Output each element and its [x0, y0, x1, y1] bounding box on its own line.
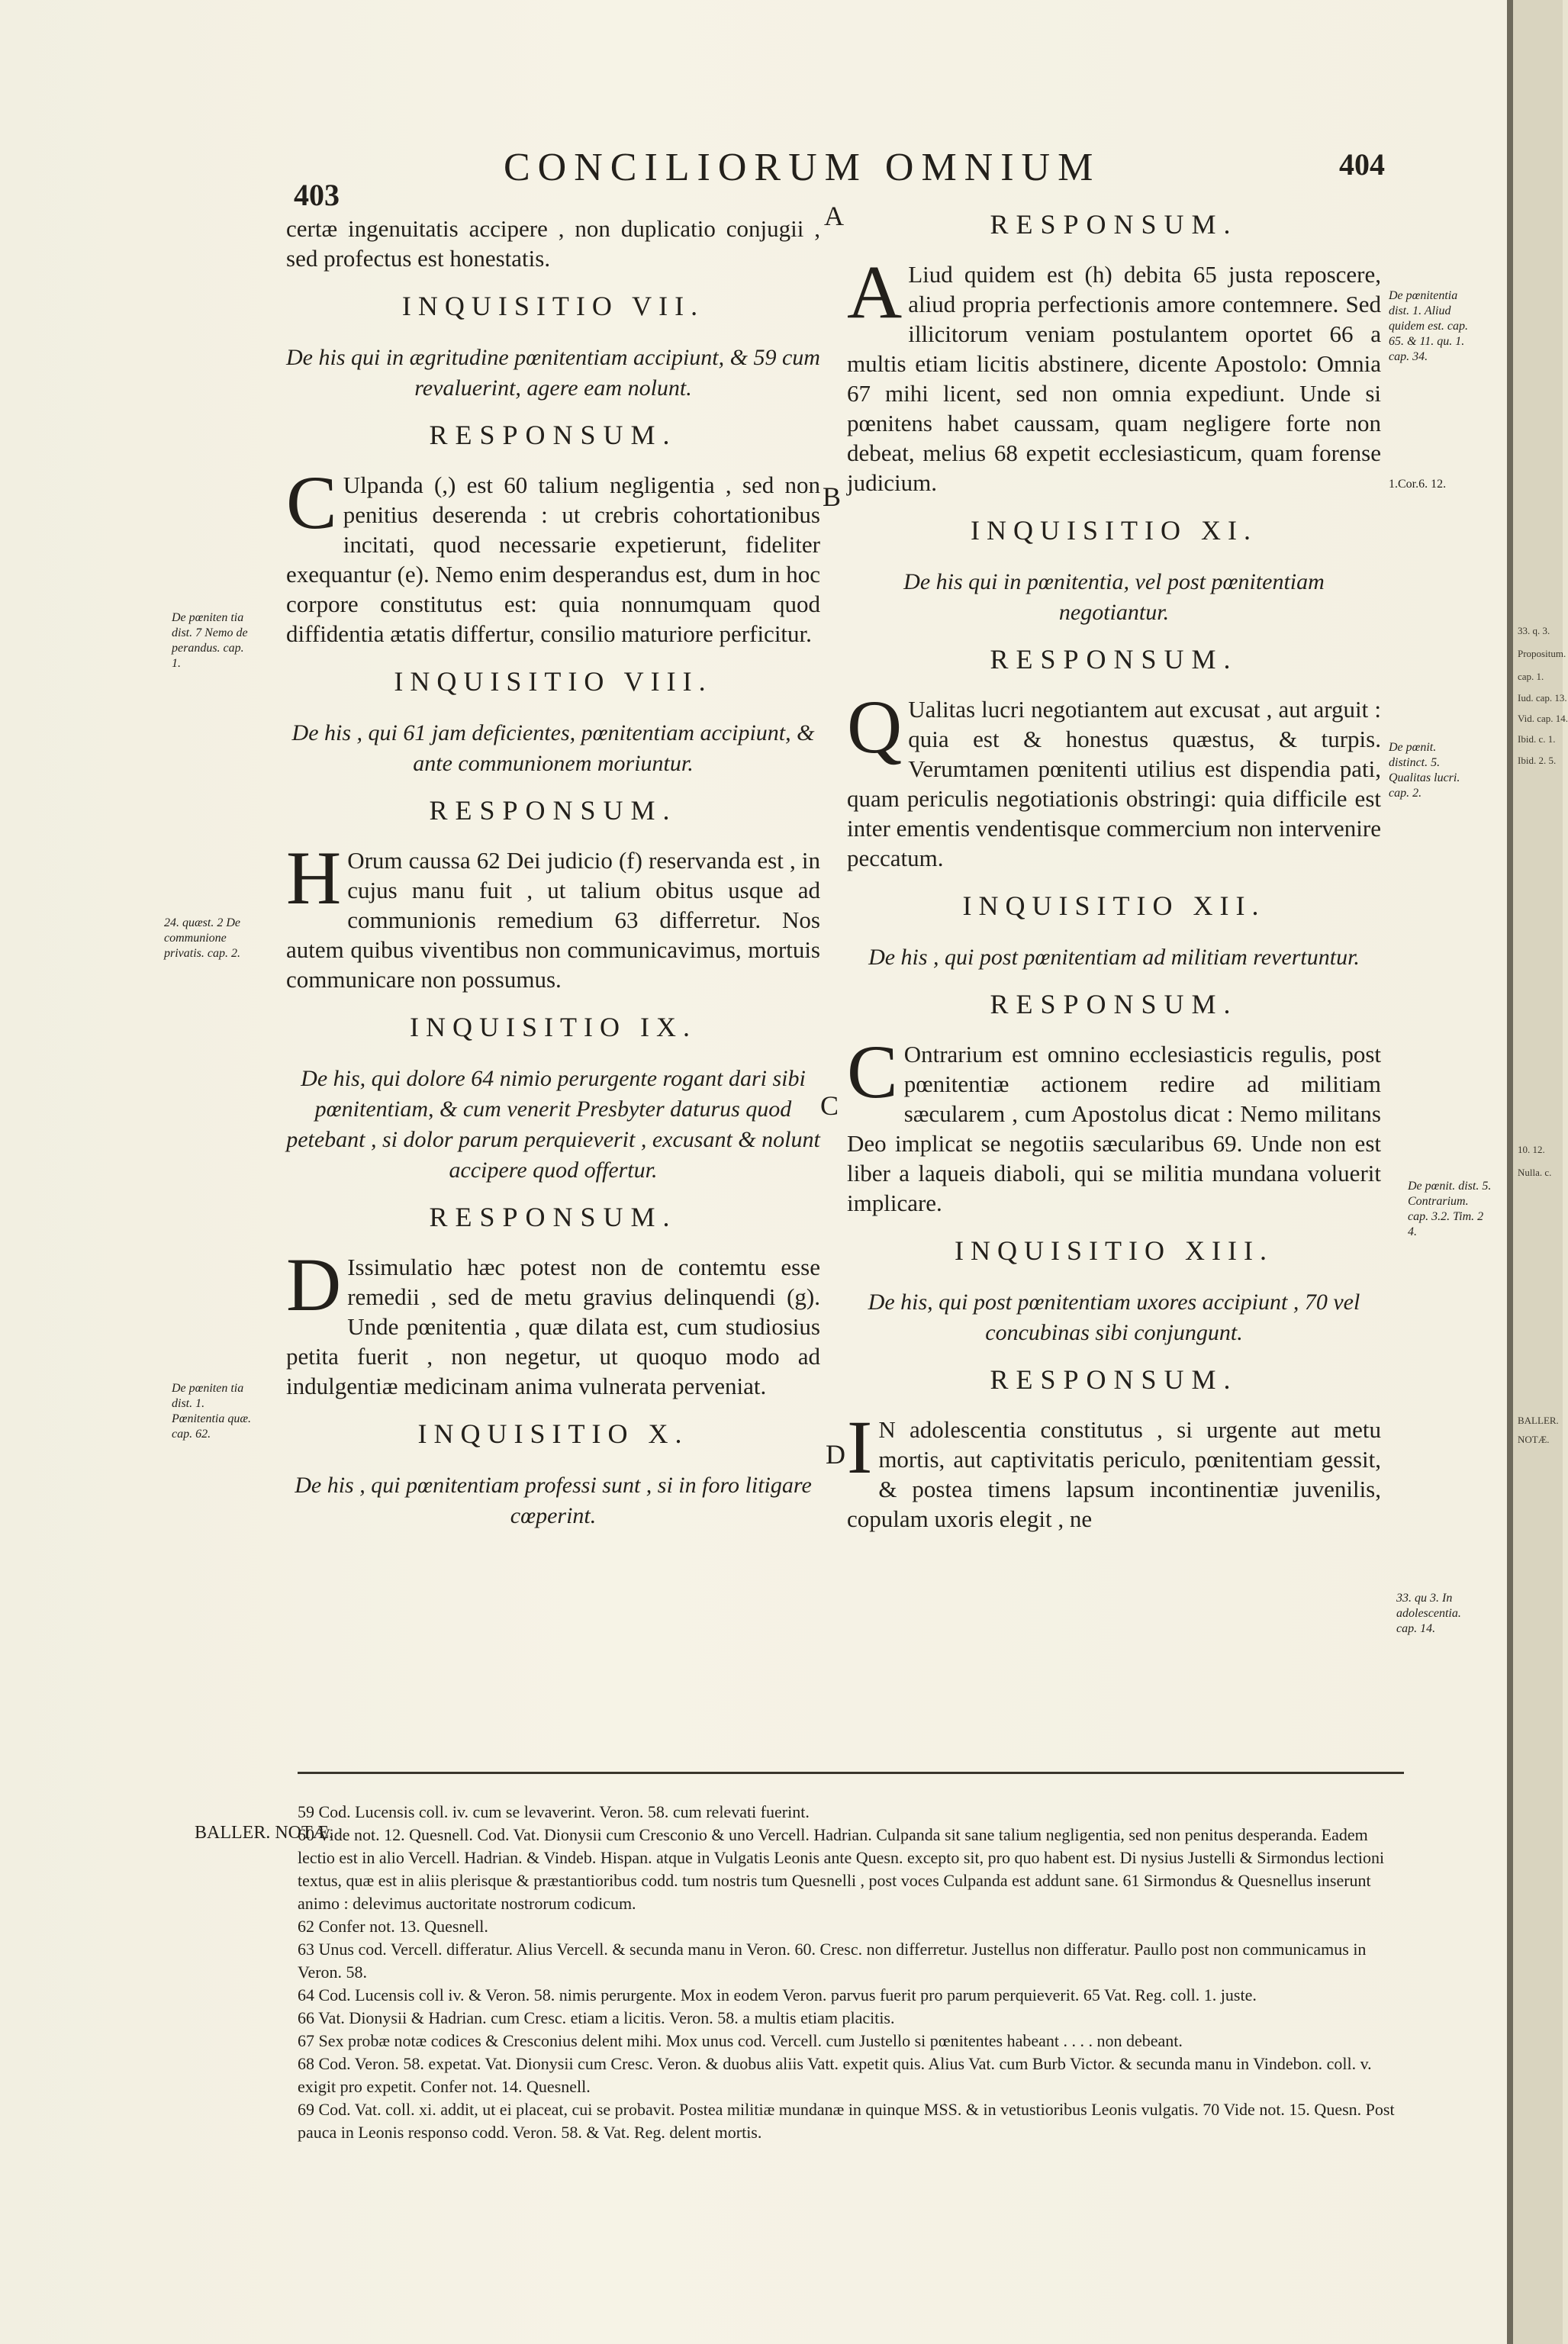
inquisitio-13-heading: INQUISITIO XIII.: [955, 1235, 1273, 1266]
running-title: CONCILIORUM OMNIUM: [504, 146, 1101, 189]
responsum-10-heading: RESPONSUM.: [990, 209, 1238, 240]
section-mark-b: B: [823, 481, 842, 512]
page-number-left: 403: [294, 178, 340, 212]
responsum-9-heading: RESPONSUM.: [429, 1202, 678, 1232]
footnotes: [298, 1801, 1404, 2144]
margin-note-right-3: De pœnit. distinct. 5. Qualitas lucri. cap. 2.: [1389, 741, 1460, 800]
edge-note: 10. 12.: [1518, 1144, 1545, 1155]
edge-note: Nulla. c.: [1518, 1167, 1552, 1178]
responsum-12-text: C Ontrarium est omnino ecclesiasticis regulis, post pœnitentiæ actionem redire ad militiam sæcularem , cum Apostolus dicat : Nemo militans Deo implicat se negotiis sæcularibus 69. Unde non est liber a laqueis diaboli, qui se militia mundana voluerit implicare.: [847, 1029, 1381, 1216]
inquisitio-13-rubric: De his, qui post pœnitentiam uxores accipiunt , 70 vel concubinas sibi conjungunt.: [868, 1290, 1360, 1345]
responsum-10-text: A Liud quidem est (h) debita 65 justa reposcere, aliud propria perfectionis amore contemnere. Sed illicitorum veniam postulantem oportet 66 a multis etiam licitis abstinere, dicente Apostolo: Omnia 67 mihi licent, sed non omnia expediunt. Unde si pœnitens habet caussam, quam negligere forte non debeat, melius 68 expetit ecclesiasticum, quam forense judicium.: [847, 250, 1381, 496]
responsum-12-heading: RESPONSUM.: [990, 989, 1238, 1019]
responsum-7-heading: RESPONSUM.: [429, 420, 678, 450]
drop-cap: D: [286, 1242, 342, 1327]
intro-text: certæ ingenuitatis accipere , non duplicatio conjugii , sed profectus est honestatis.: [286, 215, 820, 272]
footnote: 64 Cod. Lucensis coll iv. & Veron. 58. nimis perurgente. Mox in eodem Veron. parvus fuerit pro parum perquieverit. 65 Vat. Reg. coll. 1. juste.: [298, 1985, 1257, 2004]
right-column: [847, 210, 1381, 1534]
responsum-8-text: H Orum caussa 62 Dei judicio (f) reservanda est , in cujus manu fuit , ut talium obitus usque ad communionis remedium 63 differretur. Nos autem quibus viventibus non communicavimus, mortuis communicare non possumus.: [286, 836, 820, 993]
page-number-right: 404: [1339, 147, 1385, 182]
edge-note: Vid. cap. 14.: [1518, 713, 1568, 724]
drop-cap: A: [847, 250, 903, 334]
margin-note-right-5: 33. qu 3. In adolescentia. cap. 14.: [1396, 1592, 1461, 1635]
inquisitio-7-heading: INQUISITIO VII.: [401, 291, 705, 321]
inquisitio-11-heading: INQUISITIO XI.: [971, 515, 1257, 546]
inquisitio-11-rubric: De his qui in pœnitentia, vel post pœnitentiam negotiantur.: [903, 569, 1325, 625]
responsum-13-heading: RESPONSUM.: [990, 1364, 1238, 1395]
inquisitio-7-rubric: De his qui in ægritudine pœnitentiam accipiunt, & 59 cum revaluerint, agere eam nolunt.: [286, 345, 820, 401]
edge-note: BALLER.: [1518, 1415, 1559, 1426]
left-column: [286, 214, 820, 1548]
inquisitio-10-heading: INQUISITIO X.: [417, 1418, 689, 1449]
footnote: 68 Cod. Veron. 58. expetat. Vat. Dionysii cum Cresc. Veron. & duobus aliis Vatt. expetit quis. Alius Vat. cum Burb Victor. & secunda manu in Vindebon. coll. v. exigit pro expetit. Confer not. 14. Quesnell.: [298, 2054, 1372, 2096]
inquisitio-12-heading: INQUISITIO XII.: [962, 890, 1266, 921]
section-mark-c: C: [820, 1090, 839, 1121]
footnote: 69 Cod. Vat. coll. xi. addit, ut ei placeat, cui se probavit. Postea militiæ mundanæ in quinque MSS. & in vetustioribus Leonis vulgatis. 70 Vide not. 15. Quesn. Post pauca in Leonis responso codd. Veron. 58. & Vat. Reg. delent mortis.: [298, 2100, 1395, 2142]
margin-note-right-1: De pœnitentia dist. 1. Aliud quidem est. cap. 65. & 11. qu. 1. cap. 34.: [1389, 289, 1468, 363]
margin-note-right-4: De pœnit. dist. 5. Contrarium. cap. 3.2. Tim. 2 4.: [1408, 1180, 1492, 1238]
responsum-8-heading: RESPONSUM.: [429, 795, 678, 826]
responsum-11-text: Q Ualitas lucri negotiantem aut excusat , aut arguit : quia est & honestus quæstus, & turpis. Verumtamen pœnitenti utilius est dispendia pati, quam periculis negotiationis obstringi: quia difficile est inter ementis vendentisque commercium non intervenire peccatum.: [847, 684, 1381, 871]
responsum-13-text: I N adolescentia constitutus , si urgente aut metu mortis, aut captivitatis periculo, pœnitentiam gessit, & postea timens lapsum incontinentiæ juvenilis, copulam uxoris elegit , ne: [847, 1405, 1381, 1532]
responsum-11-heading: RESPONSUM.: [990, 644, 1238, 675]
footnote: 67 Sex probæ notæ codices & Cresconius delent mihi. Mox unus cod. Vercell. cum Justello si pœnitentes habeant . . . . non debeant.: [298, 2031, 1183, 2050]
section-mark-a: A: [824, 201, 844, 231]
footnote: 66 Vat. Dionysii & Hadrian. cum Cresc. etiam a licitis. Veron. 58. a multis etiam placitis.: [298, 2008, 895, 2027]
drop-cap: C: [286, 460, 337, 545]
inquisitio-9-heading: INQUISITIO IX.: [410, 1012, 697, 1042]
footnote: 59 Cod. Lucensis coll. iv. cum se levaverint. Veron. 58. cum relevati fuerint.: [298, 1802, 810, 1821]
edge-note: cap. 1.: [1518, 671, 1544, 682]
section-mark-d: D: [826, 1439, 845, 1470]
margin-note-left-3: De pœniten tia dist. 1. Pœnitentia quæ. cap. 62.: [172, 1382, 251, 1441]
notes-label: BALLER. NOTÆ.: [195, 1823, 333, 1843]
footnote: 63 Unus cod. Vercell. differatur. Alius Vercell. & secunda manu in Veron. 60. Cresc. non differretur. Justellus non differatur. Paullo post non communicamus in Veron. 58.: [298, 1940, 1367, 1982]
inquisitio-8-rubric: De his , qui 61 jam deficientes, pœnitentiam accipiunt, & ante communionem moriuntur.: [291, 720, 815, 776]
drop-cap: I: [847, 1405, 873, 1489]
book-spine: [1507, 0, 1513, 2344]
drop-cap: Q: [847, 684, 903, 769]
responsum-7-text: C Ulpanda (,) est 60 talium negligentia , sed non penitius deserenda : ut crebris cohortationibus incitati, quod necessarie expetierunt, fideliter exequantur (e). Nemo enim desperandus est, dum in hoc corpore constitutus est: quia nonnumquam quod diffidentia ætatis differtur, consilio maturiore perficitur.: [286, 460, 820, 647]
drop-cap: C: [847, 1029, 898, 1114]
footnote: 60 Vide not. 12. Quesnell. Cod. Vat. Dionysii cum Cresconio & uno Vercell. Hadrian. Culpanda sit sane talium negligentia, sed non penitus desperanda. Eadem lectio est in alio Vercell. Hadrian. & Vindeb. Hispan. atque in Vulgatis Leonis ante Quesn. excepto sit, pro quo habent est. Di nysius Justelli & Sirmondus lectioni textus, quæ est in aliis plerisque & præstantioribus codd. tum nostris tum Quesnelli , post voces Culpanda est addunt sane. 61 Sirmondus & Quesnellus inserunt animo : delevimus auctoritate nostrorum codicum.: [298, 1825, 1385, 1913]
footnote: 62 Confer not. 13. Quesnell.: [298, 1917, 488, 1936]
edge-note: NOTÆ.: [1518, 1434, 1550, 1445]
edge-note: Ibid. 2. 5.: [1518, 755, 1557, 766]
margin-note-right-2: 1.Cor.6. 12.: [1389, 478, 1447, 491]
margin-note-left-1: De pœniten tia dist. 7 Nemo de perandus. cap. 1.: [172, 611, 248, 670]
inquisitio-8-heading: INQUISITIO VIII.: [394, 666, 713, 697]
inquisitio-9-rubric: De his, qui dolore 64 nimio perurgente rogant dari sibi pœnitentiam, & cum venerit Presbyter daturus quod petebant , si dolor parum perquieverit , excusant & nolunt accipere quod offertur.: [286, 1066, 820, 1183]
edge-note: Iud. cap. 13.: [1518, 692, 1567, 704]
edge-note: Ibid. c. 1.: [1518, 733, 1556, 745]
drop-cap: H: [286, 836, 342, 920]
responsum-9-text: D Issimulatio hæc potest non de contemtu esse remedii , sed de metu gravius delinquendi (g). Unde pœnitentia , quæ dilata est, cum studiosius petita fuerit , non negetur, ut quoquo modo ad indulgentiæ medicinam anima vulnerata perveniat.: [286, 1242, 820, 1399]
inquisitio-12-rubric: De his , qui post pœnitentiam ad militiam revertuntur.: [868, 945, 1360, 970]
inquisitio-10-rubric: De his , qui pœnitentiam professi sunt , si in foro litigare cœperint.: [295, 1473, 812, 1528]
margin-note-left-2: 24. quæst. 2 De communione privatis. cap. 2.: [164, 916, 240, 960]
edge-note: 33. q. 3.: [1518, 625, 1550, 636]
edge-note: Propositum.: [1518, 648, 1566, 659]
footnote-divider: [298, 1772, 1404, 1774]
facing-page-edge: [1513, 0, 1568, 2344]
